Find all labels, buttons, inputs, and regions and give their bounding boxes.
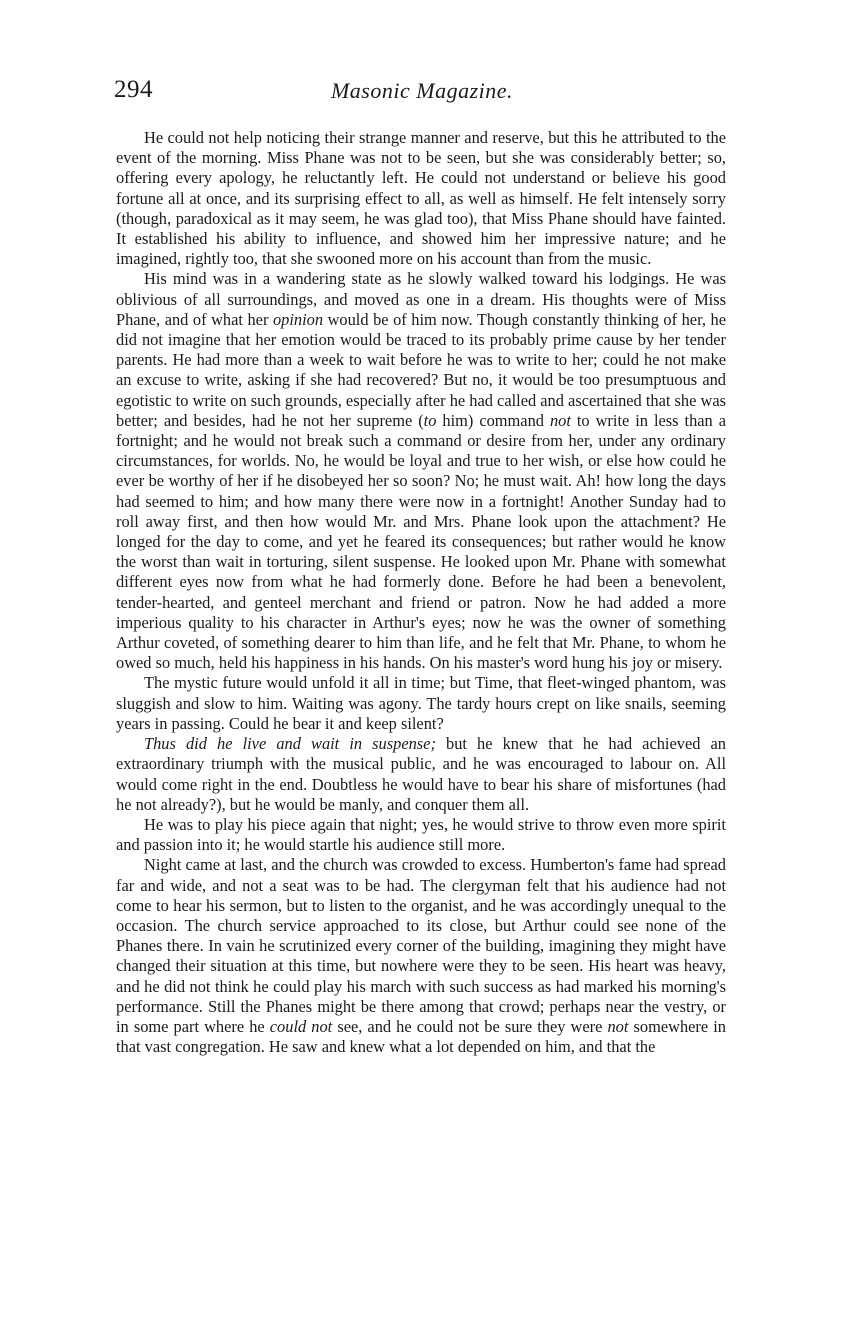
italic-run: not: [607, 1016, 629, 1036]
article-body: [116, 128, 726, 1057]
paragraph-2: [116, 269, 726, 673]
paragraph-5: [116, 815, 726, 855]
italic-run: to: [423, 410, 437, 430]
text-run: He was to play his piece again that night; yes, he would strive to throw even more spirit and passion into it; he would startle his audience still more.: [116, 814, 726, 855]
text-run: to write in less than a fortnight; and he would not break such a command or desire from her, under any ordinary circumstances, for worlds. No, he would be loyal and true to her wish, or else how could he ever be worthy of her if he disobeyed her so soon? No; he must wait. Ah! how long the days had seemed to him; and how many there were now in a fortnight! Another Sunday had to roll away first, and then how would Mr. and Mrs. Phane look upon the attachment? He longed for the day to come, and yet he feared its consequences; but rather would he know the worst than wait in torturing, silent suspense. He looked upon Mr. Phane with somewhat different eyes now from what he had formerly done. Before he had been a benevolent, tender-hearted, and genteel merchant and friend or patron. Now he had added a more imperious quality to his character in Arthur's eyes; now he was the owner of something Arthur coveted, of something dearer to him than life, and he felt that Mr. Phane, to whom he owed so much, held his happiness in his hands. On his master's word hung his joy or misery.: [116, 410, 726, 673]
page-number: 294: [114, 76, 153, 103]
paragraph-6: [116, 855, 726, 1057]
paragraph-4: [116, 734, 726, 815]
text-run: him) command: [436, 410, 550, 430]
text-run: Night came at last, and the church was crowded to excess. Humberton's fame had spread far and wide, and not a seat was to be had. The clergyman felt that his audience had not come to hear his sermon, but to listen to the organist, and he was accordingly unequal to the occasion. The church service approached to its close, but Arthur could see none of the Phanes there. In vain he scrutinized every corner of the building, imagining they might have changed their situation at this time, but nowhere were they to be seen. His heart was heavy, and he did not think he could play his march with such success as had marked his morning's performance. Still the Phanes might be there among that crowd; perhaps near the vestry, or in some part where he: [116, 855, 726, 1036]
running-title: Masonic Magazine.: [330, 78, 514, 103]
running-header: [114, 76, 730, 116]
paragraph-1: [116, 128, 726, 269]
text-run: He could not help noticing their strange manner and reserve, but this he attributed to the event of the morning. Miss Phane was not to be seen, but she was considerably better; so, offering every apology, he reluctantly left. He could not understand or believe his good fortune all at once, and its surprising effect to all, as well as himself. He felt intensely sorry (though, paradoxical as it may seem, he was glad too), that Miss Phane should have fainted. It established his ability to influence, and showed him her impressive nature; and he imagined, rightly too, that she swooned more on his account than from the music.: [116, 128, 726, 269]
text-run: The mystic future would unfold it all in time; but Time, that fleet-winged phantom, was sluggish and slow to him. Waiting was agony. The tardy hours crept on like snails, seeming years in passing. Could he bear it and keep silent?: [116, 673, 726, 733]
text-run: would be of him now. Though constantly thinking of her, he did not imagine that her emotion would be traced to its probably prime cause by her tender parents. He had more than a week to wait before he was to write to her; could he not make an excuse to write, asking if she had recovered? But no, it would be too presumptuous and egotistic to write on such grounds, especially after he had called and ascertained that she was better; and besides, had he not her supreme (: [116, 309, 726, 430]
italic-run: Thus did he live and wait in suspense;: [144, 734, 436, 754]
text-run: but he knew that he had achieved an extraordinary triumph with the musical public, and he was encouraged to labour on. All would come right in the end. Doubtless he would have to bear his share of misfortunes (had he not already?), but he would be manly, and conquer them all.: [116, 734, 726, 814]
text-run: somewhere in that vast congregation. He saw and knew what a lot depended on him, and that the: [116, 1016, 726, 1057]
paragraph-3: [116, 673, 726, 734]
text-run: see, and he could not be sure they were: [332, 1016, 608, 1036]
italic-run: could not: [269, 1016, 333, 1036]
text-run: His mind was in a wandering state as he slowly walked toward his lodgings. He was oblivious of all surroundings, and moved as one in a dream. His thoughts were of Miss Phane, and of what her: [116, 269, 726, 329]
italic-run: not: [549, 410, 571, 430]
italic-run: opinion: [272, 309, 324, 329]
